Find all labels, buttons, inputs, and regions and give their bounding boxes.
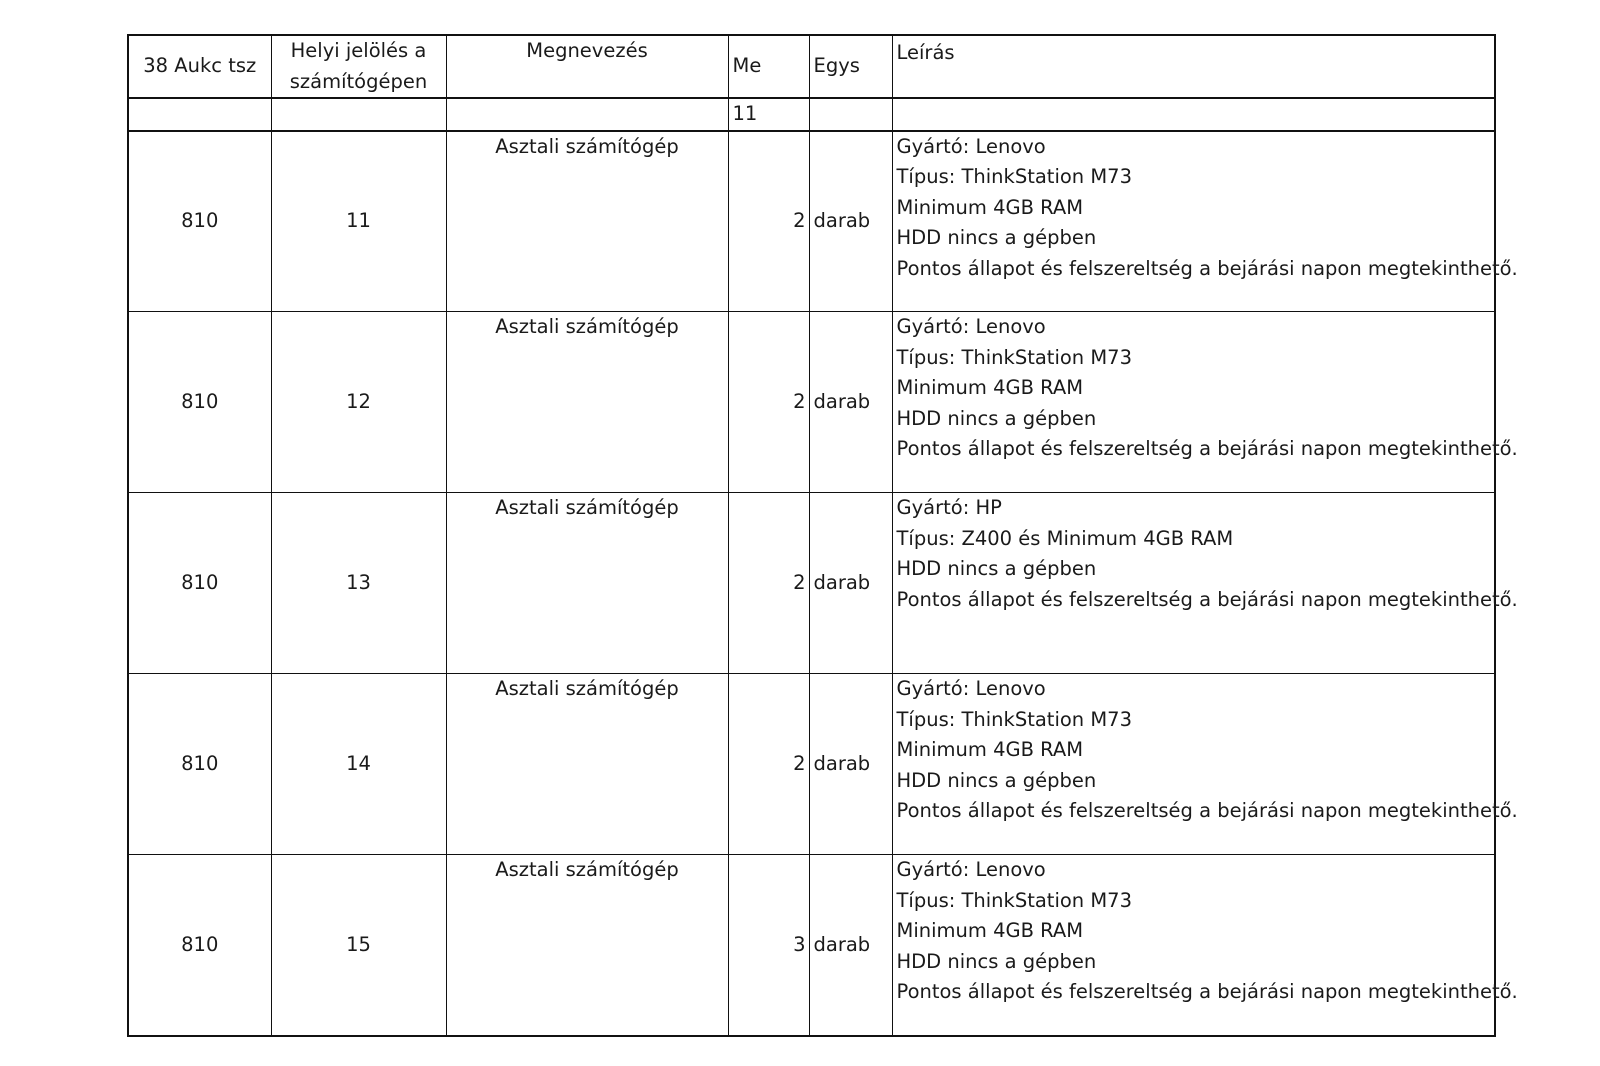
header-leiras: Leírás [892, 35, 1495, 98]
table-row [128, 131, 1495, 312]
leiras-line: Típus: Z400 és Minimum 4GB RAM [896, 526, 1234, 550]
cell-megnevezes: Asztali számítógép [446, 674, 728, 855]
cell-megnevezes: Asztali számítógép [446, 312, 728, 493]
cell-me: 2 [728, 493, 809, 674]
leiras-line: Minimum 4GB RAM [896, 738, 1084, 761]
cell-leiras [892, 674, 1518, 855]
cell-helyi-jeloles: 14 [271, 674, 446, 855]
table-row [128, 855, 1495, 1036]
header-me: Me [728, 35, 809, 98]
cell-egys: darab [809, 855, 892, 1036]
leiras-line: Gyártó: Lenovo [896, 134, 1046, 158]
leiras-line: Gyártó: Lenovo [896, 315, 1046, 338]
leiras-line: HDD nincs a gépben [896, 226, 1097, 249]
header-helyi-jeloles [271, 35, 446, 98]
header-egys: Egys [809, 35, 892, 98]
leiras-line: Pontos állapot és felszereltség a bejárási napon megtekinthető. [896, 980, 1518, 1003]
leiras-line: Pontos állapot és felszereltség a bejárási napon megtekinthető. [896, 256, 1518, 280]
cell-egys: darab [809, 674, 892, 855]
subheader-cell-empty [128, 98, 271, 131]
cell-helyi-jeloles: 13 [271, 493, 446, 674]
header-aukc-tsz: 38 Aukc tsz [128, 35, 271, 98]
leiras-line: HDD nincs a gépben [896, 557, 1097, 580]
cell-egys: darab [809, 493, 892, 674]
leiras-line: Típus: ThinkStation M73 [896, 345, 1132, 369]
cell-helyi-jeloles: 12 [271, 312, 446, 493]
cell-me: 2 [728, 674, 809, 855]
table-row [128, 493, 1495, 674]
subheader-cell-empty [446, 98, 728, 131]
cell-me: 3 [728, 855, 809, 1036]
table-row [128, 674, 1495, 855]
leiras-line: HDD nincs a gépben [896, 949, 1097, 973]
leiras-line: Gyártó: HP [896, 496, 1002, 519]
cell-helyi-jeloles: 15 [271, 855, 446, 1036]
header-helyi-jeloles-line2: számítógépen [289, 69, 428, 93]
leiras-line: Gyártó: Lenovo [896, 677, 1046, 700]
cell-me: 2 [728, 131, 809, 312]
cell-leiras [892, 312, 1518, 493]
leiras-line: HDD nincs a gépben [896, 768, 1097, 792]
cell-aukc-tsz: 810 [128, 131, 271, 312]
cell-megnevezes: Asztali számítógép [446, 493, 728, 674]
leiras-line: Típus: ThinkStation M73 [896, 165, 1132, 188]
leiras-line: Minimum 4GB RAM [896, 195, 1084, 219]
table-row [128, 312, 1495, 493]
auction-items-table [127, 34, 1518, 1037]
leiras-line: Minimum 4GB RAM [896, 376, 1084, 399]
cell-leiras [892, 855, 1518, 1036]
table-body [128, 131, 1518, 1036]
cell-egys: darab [809, 312, 892, 493]
subheader-cell-empty [892, 98, 1495, 131]
subheader-cell-empty [809, 98, 892, 131]
cell-leiras [892, 493, 1518, 674]
cell-aukc-tsz: 810 [128, 674, 271, 855]
leiras-line: Pontos állapot és felszereltség a bejárási napon megtekinthető. [896, 587, 1518, 611]
subheader-me-value: 11 [728, 98, 809, 131]
subheader-row [128, 98, 1495, 131]
header-megnevezes: Megnevezés [446, 35, 728, 98]
leiras-line: Típus: ThinkStation M73 [896, 707, 1132, 731]
cell-me: 2 [728, 312, 809, 493]
leiras-line: Pontos állapot és felszereltség a bejárási napon megtekinthető. [896, 437, 1518, 460]
cell-megnevezes: Asztali számítógép [446, 131, 728, 312]
header-row [128, 35, 1495, 98]
leiras-line: HDD nincs a gépben [896, 406, 1097, 430]
cell-aukc-tsz: 810 [128, 493, 271, 674]
leiras-line: Típus: ThinkStation M73 [896, 888, 1132, 912]
leiras-line: Minimum 4GB RAM [896, 919, 1084, 942]
subheader-cell-empty [271, 98, 446, 131]
cell-aukc-tsz: 810 [128, 312, 271, 493]
leiras-line: Gyártó: Lenovo [896, 858, 1046, 881]
cell-megnevezes: Asztali számítógép [446, 855, 728, 1036]
cell-egys: darab [809, 131, 892, 312]
cell-leiras [892, 131, 1518, 312]
leiras-line: Pontos állapot és felszereltség a bejárási napon megtekinthető. [896, 799, 1518, 822]
header-helyi-jeloles-line1: Helyi jelölés a [290, 39, 427, 62]
cell-aukc-tsz: 810 [128, 855, 271, 1036]
cell-helyi-jeloles: 11 [271, 131, 446, 312]
